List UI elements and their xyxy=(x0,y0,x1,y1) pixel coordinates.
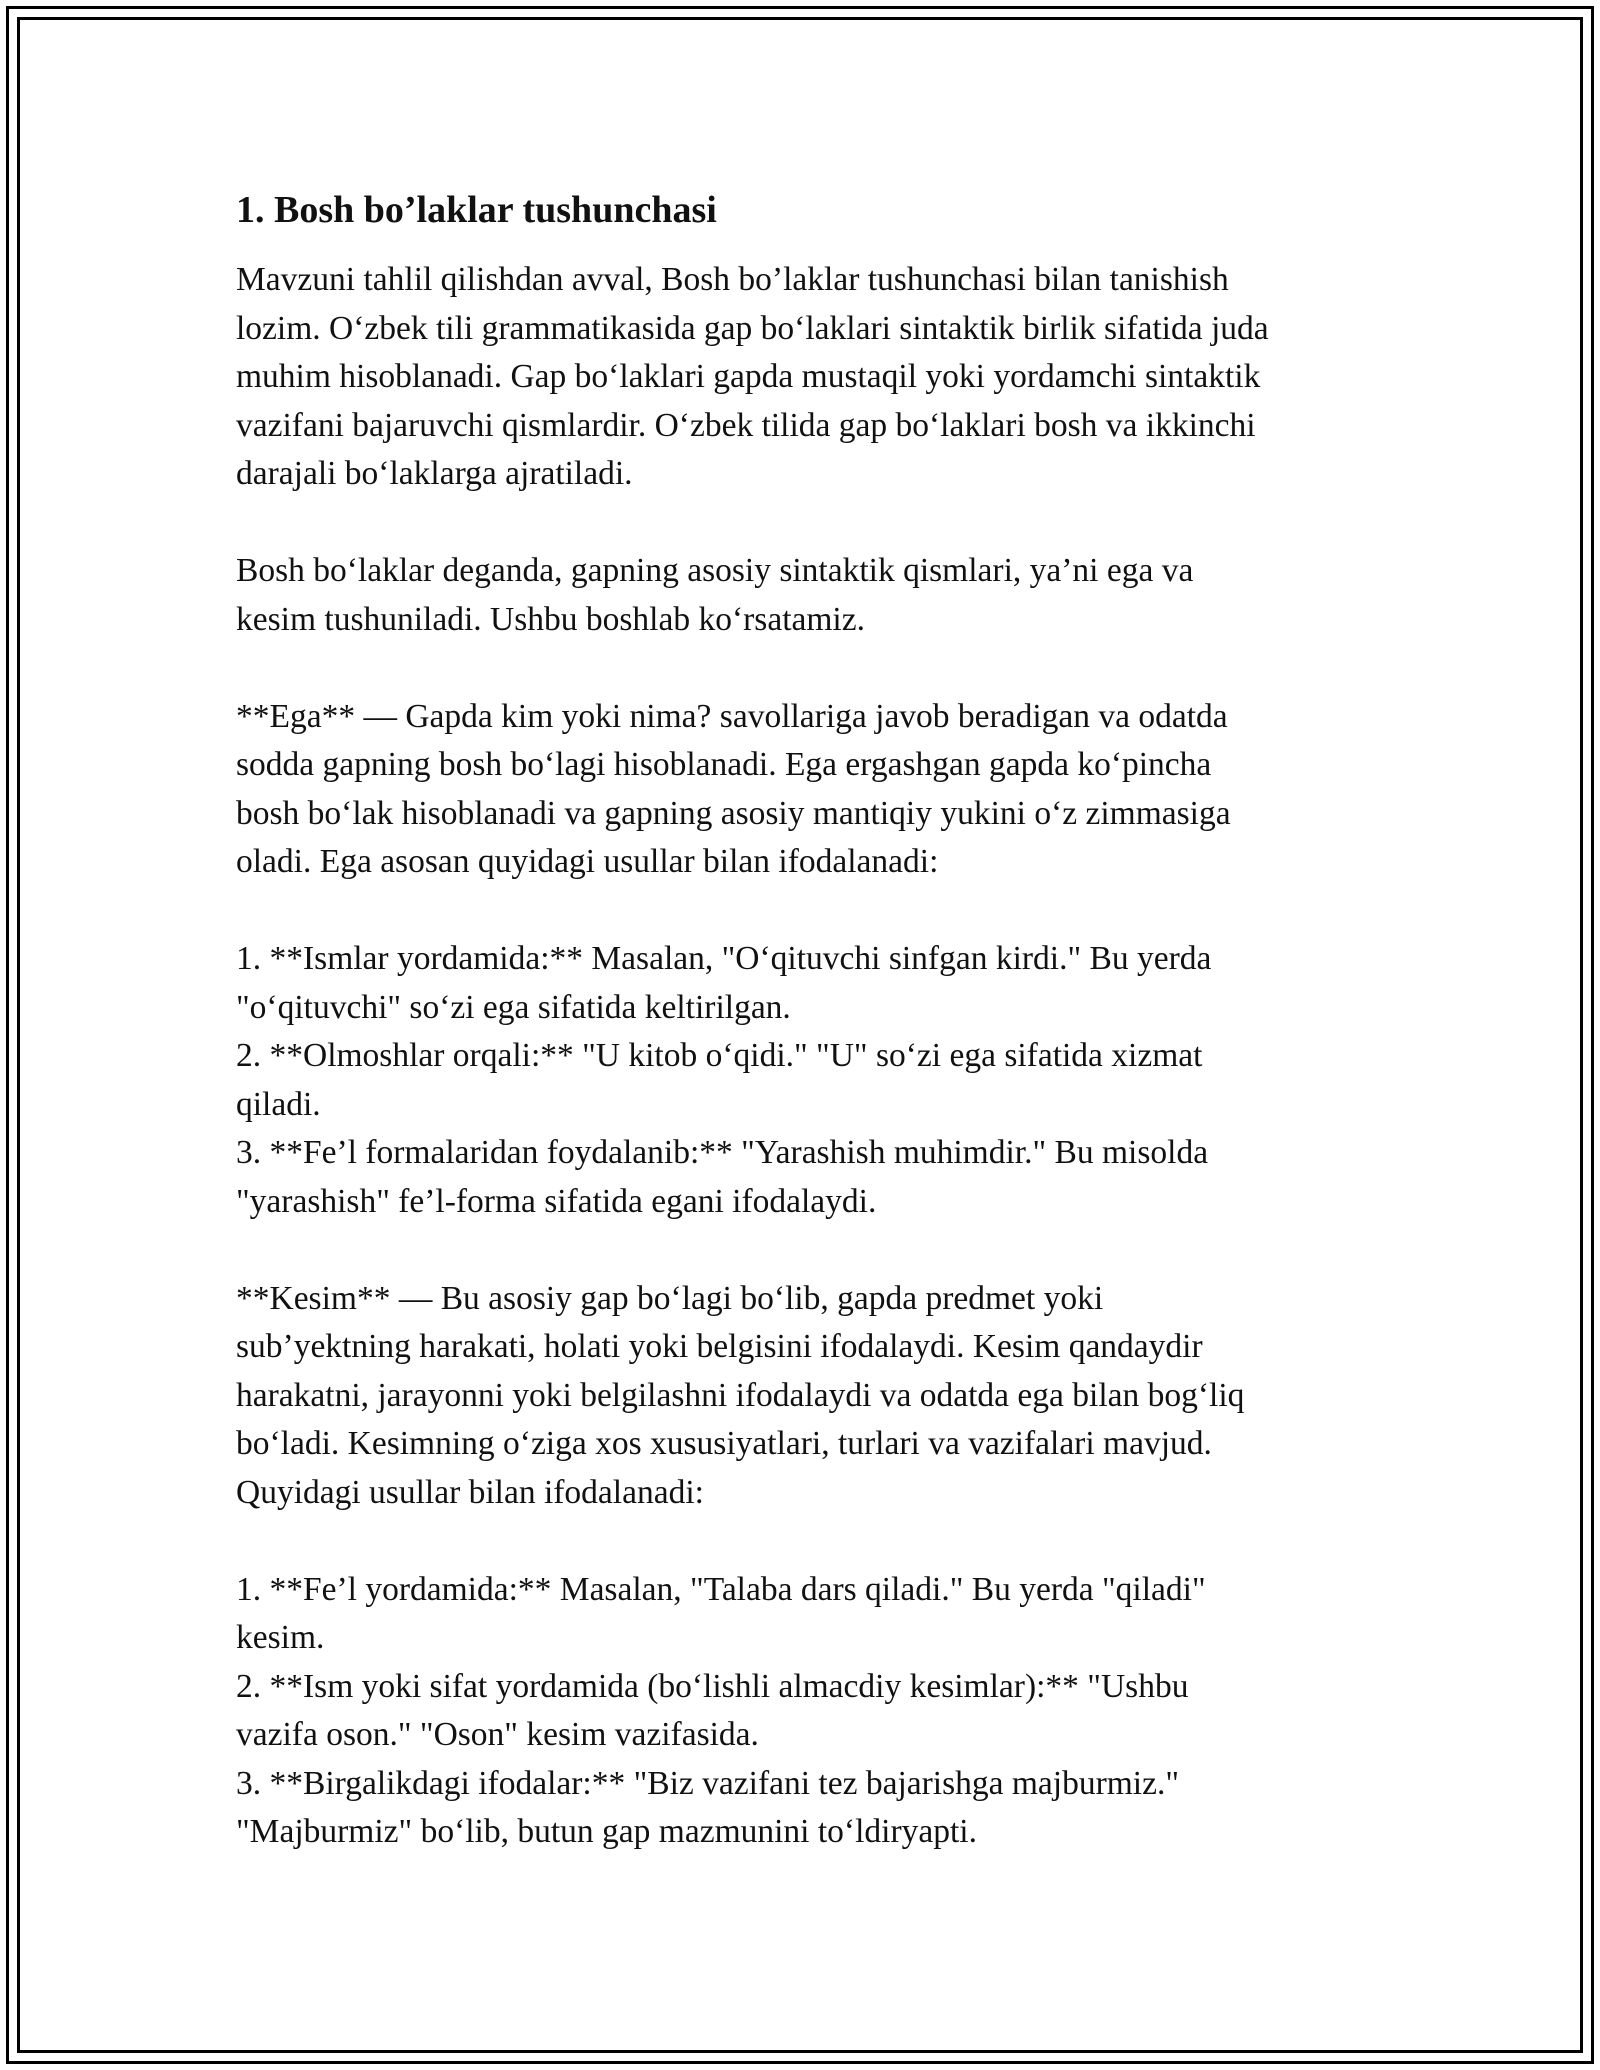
list-item-line: 3. **Fe’l formalaridan foydalanib:** "Yarashish muhimdir." Bu misolda xyxy=(236,1134,1209,1171)
text-line: sub’yektning harakati, holati yoki belgisini ifodalaydi. Kesim qandaydir xyxy=(236,1328,1203,1365)
list-item-line: 2. **Olmoshlar orqali:** "U kitob o‘qidi." "U" so‘zi ega sifatida xizmat xyxy=(236,1037,1203,1074)
paragraph-spacer xyxy=(236,887,1386,936)
text-line: bosh bo‘lak hisoblanadi va gapning asosiy mantiqiy yukini o‘z zimmasiga xyxy=(236,794,1231,832)
text-line: bo‘ladi. Kesimning o‘ziga xos xususiyatlari, turlari va vazifalari mavjud. xyxy=(236,1425,1212,1462)
text-line: vazifani bajaruvchi qismlardir. O‘zbek tilida gap bo‘laklari bosh va ikkinchi xyxy=(236,406,1256,444)
list-item-line: 2. **Ism yoki sifat yordamida (bo‘lishli almacdiy kesimlar):** "Ushbu xyxy=(236,1667,1189,1705)
list-ega-methods xyxy=(236,935,1386,1226)
list-item-line: kesim. xyxy=(236,1619,325,1656)
text-line: Quyidagi usullar bilan ifodalanadi: xyxy=(236,1473,704,1511)
paragraph-spacer xyxy=(236,644,1386,693)
text-line: Mavzuni tahlil qilishdan avval, Bosh bo’laklar tushunchasi bilan tanishish xyxy=(236,261,1229,298)
paragraph-intro xyxy=(236,256,1386,499)
paragraph-spacer xyxy=(236,1517,1386,1566)
text-line: lozim. O‘zbek tili grammatikasida gap bo‘laklari sintaktik birlik sifatida juda xyxy=(236,309,1269,347)
paragraph-spacer xyxy=(236,1226,1386,1275)
list-item-line: "yarashish" fe’l-forma sifatida egani ifodalaydi. xyxy=(236,1182,877,1220)
paragraph-spacer xyxy=(236,499,1386,548)
list-item-line: vazifa oson." "Oson" kesim vazifasida. xyxy=(236,1716,759,1753)
text-line: darajali bo‘laklarga ajratiladi. xyxy=(236,455,633,492)
text-line: Bosh bo‘laklar deganda, gapning asosiy sintaktik qismlari, ya’ni ega va xyxy=(236,552,1194,589)
text-line: **Kesim** — Bu asosiy gap bo‘lagi bo‘lib, gapda predmet yoki xyxy=(236,1279,1104,1317)
paragraph-kesim xyxy=(236,1275,1386,1518)
text-line: oladi. Ega asosan quyidagi usullar bilan ifodalanadi: xyxy=(236,843,939,880)
text-line: sodda gapning bosh bo‘lagi hisoblanadi. Ega ergashgan gapda ko‘pincha xyxy=(236,746,1212,783)
list-item-line: 1. **Fe’l yordamida:** Masalan, "Talaba dars qiladi." Bu yerda "qiladi" xyxy=(236,1570,1206,1608)
list-item-line: 1. **Ismlar yordamida:** Masalan, "O‘qituvchi sinfgan kirdi." Bu yerda xyxy=(236,940,1212,977)
list-item-line: qiladi. xyxy=(236,1085,321,1123)
list-item-line: "o‘qituvchi" so‘zi ega sifatida keltirilgan. xyxy=(236,988,791,1026)
section-heading: 1. Bosh bo’laklar tushunchasi xyxy=(236,189,717,231)
text-line: kesim tushuniladi. Ushbu boshlab ko‘rsatamiz. xyxy=(236,600,865,638)
paragraph-ega xyxy=(236,693,1386,887)
document-body xyxy=(236,186,1386,1857)
list-kesim-methods xyxy=(236,1566,1386,1857)
text-line: harakatni, jarayonni yoki belgilashni ifodalaydi va odatda ega bilan bog‘liq xyxy=(236,1376,1245,1414)
text-line: muhim hisoblanadi. Gap bo‘laklari gapda mustaqil yoki yordamchi sintaktik xyxy=(236,358,1261,395)
list-item-line: 3. **Birgalikdagi ifodalar:** "Biz vazifani tez bajarishga majburmiz." xyxy=(236,1764,1180,1802)
list-item-line: "Majburmiz" bo‘lib, butun gap mazmunini to‘ldiryapti. xyxy=(236,1813,977,1850)
paragraph-definition xyxy=(236,547,1386,644)
text-line: **Ega** — Gapda kim yoki nima? savollariga javob beradigan va odatda xyxy=(236,697,1228,735)
